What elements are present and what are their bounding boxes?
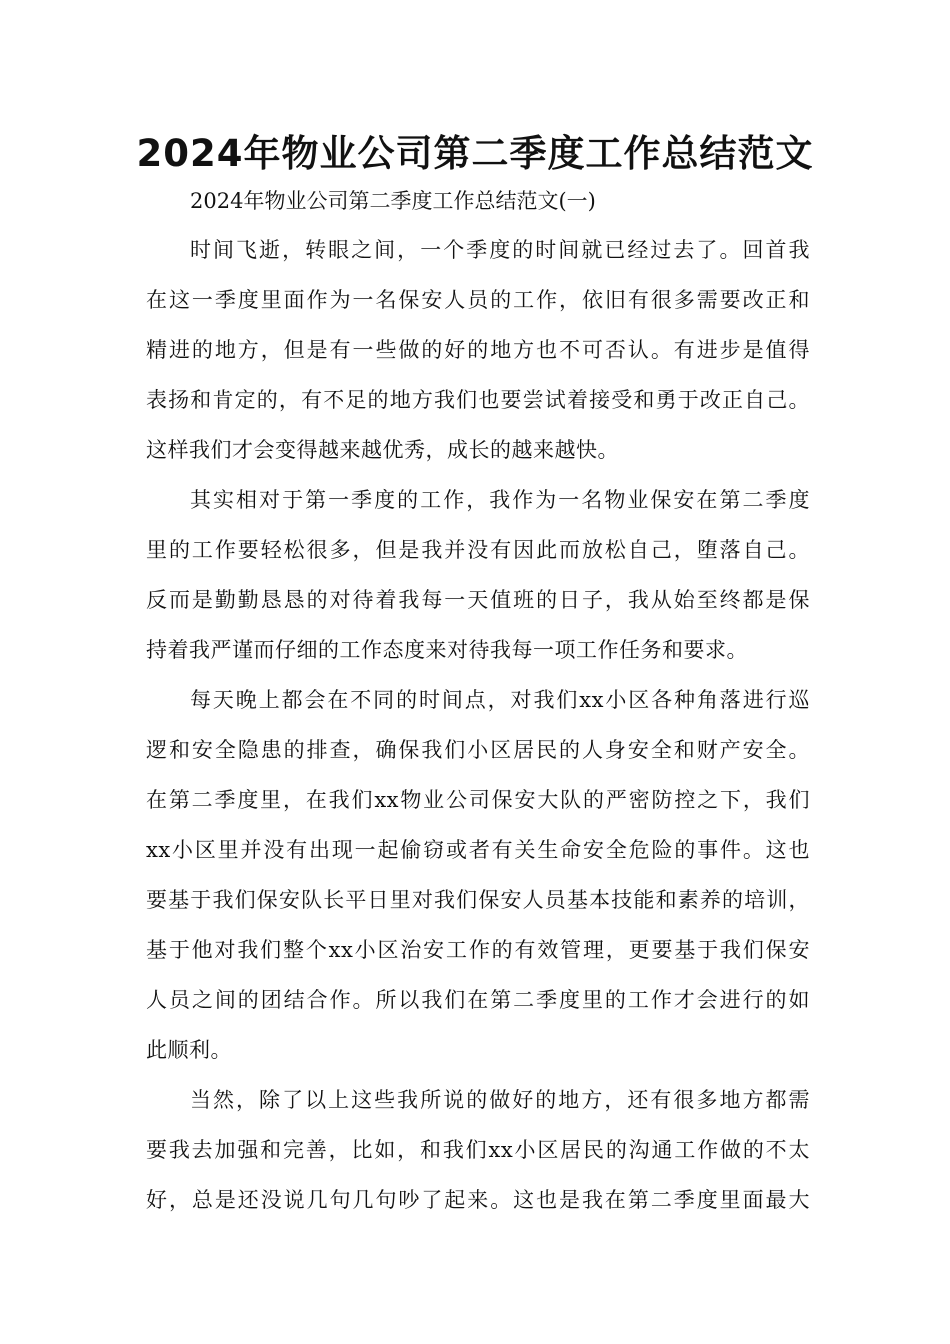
paragraph-2 — [146, 475, 810, 675]
paragraph-line: 表扬和肯定的，有不足的地方我们也要尝试着接受和勇于改正自己。 — [146, 388, 810, 412]
paragraph-line: 逻和安全隐患的排查，确保我们小区居民的人身安全和财产安全。 — [146, 738, 810, 762]
paragraph-line: 当然，除了以上这些我所说的做好的地方，还有很多地方都需 — [190, 1088, 810, 1112]
paragraph-line: 在第二季度里，在我们xx物业公司保安大队的严密防控之下，我们 — [146, 788, 810, 812]
paragraph-line: 人员之间的团结合作。所以我们在第二季度里的工作才会进行的如 — [146, 988, 810, 1012]
paragraph-line: 要我去加强和完善，比如，和我们xx小区居民的沟通工作做的不太 — [146, 1138, 810, 1162]
paragraph-1 — [146, 225, 810, 475]
paragraph-3 — [146, 675, 810, 1075]
paragraph-line: 反而是勤勤恳恳的对待着我每一天值班的日子，我从始至终都是保 — [146, 588, 810, 612]
paragraph-line: 每天晚上都会在不同的时间点，对我们xx小区各种角落进行巡 — [190, 688, 810, 712]
paragraph-line: 要基于我们保安队长平日里对我们保安人员基本技能和素养的培训， — [146, 888, 810, 912]
paragraph-line: xx小区里并没有出现一起偷窃或者有关生命安全危险的事件。这也 — [146, 838, 810, 862]
paragraph-line: 此顺利。 — [146, 1038, 232, 1062]
paragraph-line: 时间飞逝，转眼之间，一个季度的时间就已经过去了。回首我 — [190, 238, 810, 262]
document-title: 2024年物业公司第二季度工作总结范文 — [136, 132, 814, 175]
paragraph-line: 在这一季度里面作为一名保安人员的工作，依旧有很多需要改正和 — [146, 288, 810, 312]
paragraph-line: 这样我们才会变得越来越优秀，成长的越来越快。 — [146, 438, 619, 462]
paragraph-line: 精进的地方，但是有一些做的好的地方也不可否认。有进步是值得 — [146, 338, 810, 362]
paragraph-line: 基于他对我们整个xx小区治安工作的有效管理，更要基于我们保安 — [146, 938, 810, 962]
paragraph-line: 好，总是还没说几句几句吵了起来。这也是我在第二季度里面最大 — [146, 1188, 810, 1212]
paragraph-line: 持着我严谨而仔细的工作态度来对待我每一项工作任务和要求。 — [146, 638, 748, 662]
document-subtitle: 2024年物业公司第二季度工作总结范文(一) — [190, 189, 596, 213]
paragraph-4 — [146, 1075, 810, 1225]
paragraph-line: 里的工作要轻松很多，但是我并没有因此而放松自己，堕落自己。 — [146, 538, 810, 562]
paragraph-line: 其实相对于第一季度的工作，我作为一名物业保安在第二季度 — [190, 488, 810, 512]
